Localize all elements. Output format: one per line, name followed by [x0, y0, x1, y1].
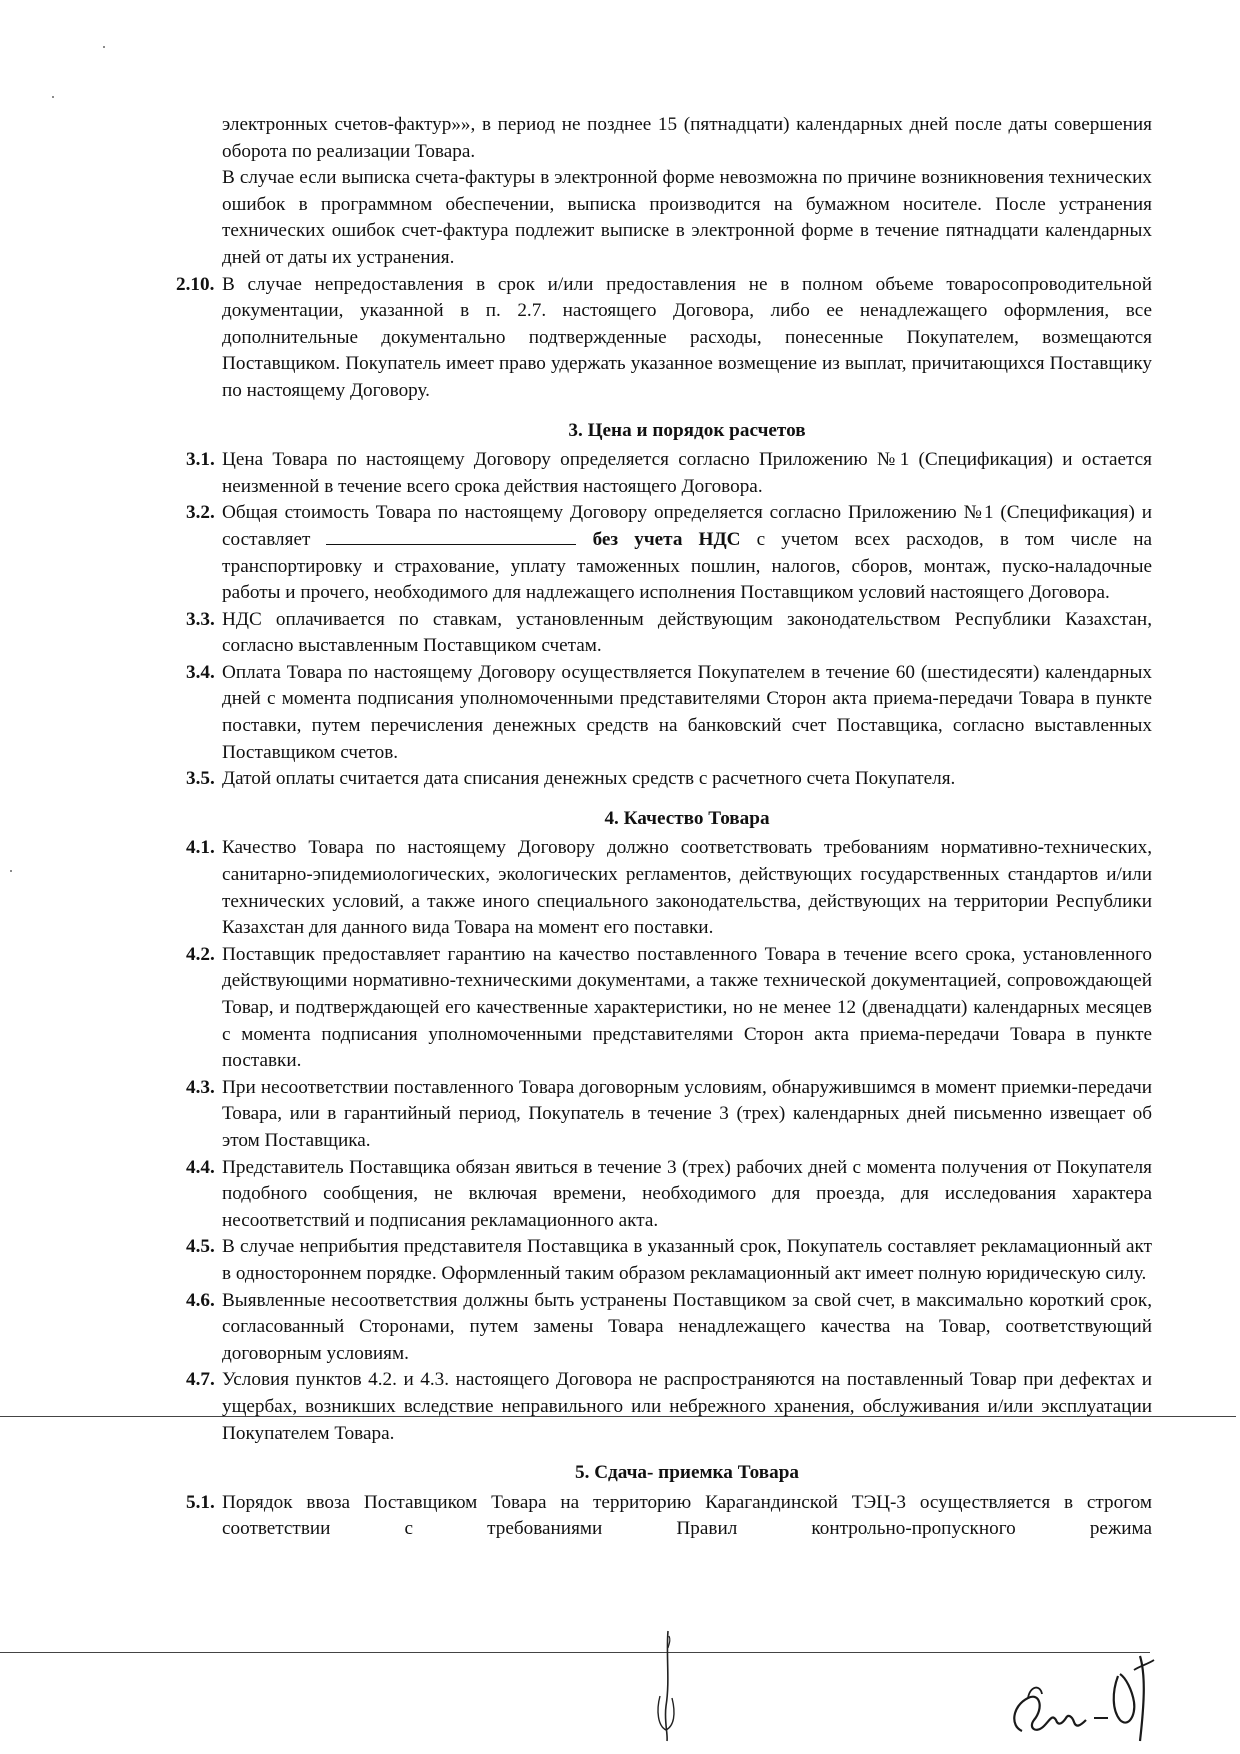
clause-4-4	[186, 1155, 1152, 1235]
clause-text: В случае неприбытия представителя Поставщика в указанный срок, Покупатель составляет рекламационный акт в одностороннем порядке. Оформленный таким образом рекламационный акт имеет полную юридическую силу.	[222, 1236, 1152, 1284]
section-heading-5: 5. Сдача- приемка Товара	[575, 1462, 799, 1484]
clause-number: 3.2.	[186, 502, 215, 524]
section-heading-3: 3. Цена и порядок расчетов	[568, 419, 806, 441]
clause-text-part-a: Общая стоимость Товара по настоящему Договору определяется согласно Приложению №1 (Спецификация) и составляет	[222, 502, 1152, 550]
clause-4-3	[186, 1075, 1152, 1155]
clause-number: 4.4.	[186, 1156, 215, 1178]
signature-mark	[1000, 1636, 1170, 1746]
clause-number: 3.5.	[186, 768, 215, 790]
clause-5-1	[186, 1490, 1152, 1543]
intro-paragraph-1: электронных счетов-фактур»», в период не позднее 15 (пятнадцати) календарных дней после даты совершения оборота по реализации Товара.	[222, 114, 1152, 162]
clause-number: 2.10.	[176, 273, 215, 295]
clause-number: 4.1.	[186, 837, 215, 859]
clause-text: При несоответствии поставленного Товара договорным условиям, обнаружившимся в момент приемки-передачи Товара, или в гарантийный период, Покупатель в течение 3 (трех) календарных дней письменно извещает об этом Поставщика.	[222, 1076, 1152, 1151]
clause-4-2	[186, 942, 1152, 1075]
clause-4-7	[186, 1367, 1152, 1447]
clause-number: 4.5.	[186, 1236, 215, 1258]
clause-4-6	[186, 1288, 1152, 1368]
clause-text	[222, 500, 1152, 606]
clause-3-5	[186, 766, 1152, 793]
clause-number: 3.3.	[186, 608, 215, 630]
clause-4-1	[186, 835, 1152, 941]
clause-number: 3.4.	[186, 661, 215, 683]
amount-blank-line	[326, 527, 576, 545]
clause-2-10	[176, 272, 1152, 405]
scan-speck	[52, 96, 54, 98]
clause-number: 3.1.	[186, 449, 215, 471]
initials-mark	[648, 1626, 688, 1746]
clause-text-part-b: с учетом всех расходов, в том числе на транспортировку и страхование, уплату таможенных пошлин, налогов, сборов, монтаж, пуско-наладочные работы и прочего, необходимого для надлежащего исполнения Поставщиком условий настоящего Договора.	[222, 528, 1152, 604]
clause-number: 4.2.	[186, 943, 215, 965]
clause-number: 4.6.	[186, 1289, 215, 1311]
clause-text: Порядок ввоза Поставщиком Товара на территорию Карагандинской ТЭЦ-3 осуществляется в строгом соответствии с требованиями Правил контрольно-пропускного режима	[222, 1491, 1152, 1540]
scan-speck	[10, 870, 12, 872]
intro-paragraph-2: В случае если выписка счета-фактуры в электронной форме невозможна по причине возникновения технических ошибок в программном обеспечении, выписка производится на бумажном носителе. После устранения технических ошибок счет-фактура подлежит выписке в электронной форме в течение пятнадцати календарных дней от даты их устранения.	[222, 167, 1152, 268]
clause-text: Поставщик предоставляет гарантию на качество поставленного Товара в течение всего срока, установленного действующими нормативно-техническими документами, а также технической документацией, сопровождающей Товар, и подтверждающей его качественные характеристики, но не менее 12 (двенадцати) календарных месяцев с момента подписания уполномоченными представителями Сторон акта приема-передачи Товара в пункте поставки.	[222, 943, 1152, 1072]
vat-note: без учета НДС	[592, 528, 741, 550]
clause-text: Качество Товара по настоящему Договору должно соответствовать требованиям нормативно-технических, санитарно-эпидемиологических, экологических регламентов, действующих государственных стандартов и/или технических условий, а также иного специального законодательства, действующих на территории Республики Казахстан для данного вида Товара на момент его поставки.	[222, 837, 1152, 939]
clause-number: 5.1.	[186, 1491, 215, 1513]
section-heading-4: 4. Качество Товара	[604, 807, 770, 829]
clause-number: 4.3.	[186, 1076, 215, 1098]
clause-3-4	[186, 660, 1152, 766]
clause-number: 4.7.	[186, 1369, 215, 1391]
clause-text: Оплата Товара по настоящему Договору осуществляется Покупателем в течение 60 (шестидесяти) календарных дней с момента подписания уполномоченными представителями Сторон акта приема-передачи Товара в пункте поставки, путем перечисления денежных средств на банковский счет Поставщика, согласно выставленных Поставщиком счетов.	[222, 661, 1152, 763]
clause-text: Представитель Поставщика обязан явиться в течение 3 (трех) рабочих дней с момента получения от Покупателя подобного сообщения, не включая времени, необходимого для проезда, для исследования характера несоответствий и подписания рекламационного акта.	[222, 1156, 1152, 1231]
document-body	[176, 112, 1152, 1543]
clause-text: НДС оплачивается по ставкам, установленным действующим законодательством Республики Казахстан, согласно выставленным Поставщиком счетам.	[222, 608, 1152, 657]
scan-speck	[103, 46, 105, 48]
clause-3-1	[186, 447, 1152, 500]
clause-text: В случае непредоставления в срок и/или предоставления не в полном объеме товаросопроводительной документации, указанной в п. 2.7. настоящего Договора, либо ее ненадлежащего оформления, все дополнительные документально подтвержденные расходы, понесенные Покупателем, возмещаются Поставщиком. Покупатель имеет право удержать указанное возмещение из выплат, причитающихся Поставщику по настоящему Договору.	[222, 273, 1152, 401]
scan-line-bottom	[0, 1652, 1150, 1653]
clause-3-2	[186, 500, 1152, 606]
clause-3-3	[186, 607, 1152, 660]
clause-text: Датой оплаты считается дата списания денежных средств с расчетного счета Покупателя.	[222, 768, 956, 790]
clause-4-5	[186, 1234, 1152, 1287]
clause-text: Условия пунктов 4.2. и 4.3. настоящего Договора не распространяются на поставленный Товар при дефектах и ущербах, возникших вследствие неправильного или небрежного хранения, обслуживания и/или эксплуатации Покупателем Товара.	[222, 1369, 1152, 1444]
clause-text: Выявленные несоответствия должны быть устранены Поставщиком за свой счет, в максимально короткий срок, согласованный Сторонами, путем замены Товара ненадлежащего качества на Товар, соответствующий договорным условиям.	[222, 1289, 1152, 1364]
scan-line-mid	[0, 1416, 1236, 1417]
clause-text: Цена Товара по настоящему Договору определяется согласно Приложению №1 (Спецификация) и остается неизменной в течение всего срока действия настоящего Договора.	[222, 449, 1152, 497]
